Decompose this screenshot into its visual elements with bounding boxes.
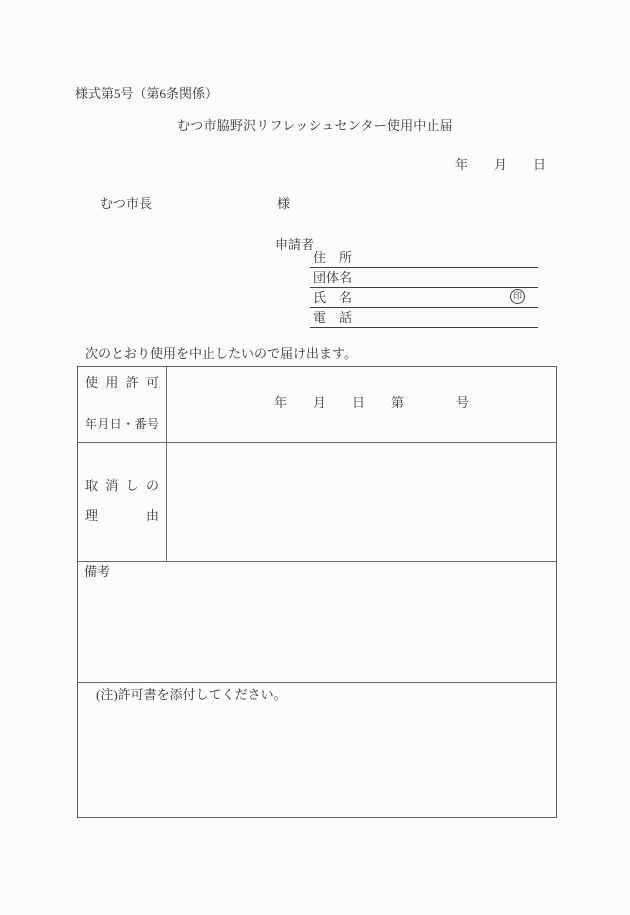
table-column-divider — [166, 367, 167, 561]
form-number: 様式第5号（第6条関係） — [75, 86, 219, 101]
permit-header-line2: 年月日・番号 — [85, 417, 159, 431]
reason-header-line1: 取消しの — [85, 478, 159, 493]
table-row-divider — [78, 561, 556, 562]
organization-field-label: 団体名 — [313, 270, 353, 286]
address-field-label: 住 所 — [313, 250, 353, 266]
reason-header-line2: 理由 — [85, 508, 159, 523]
attachment-note: (注)許可書を添付してください。 — [96, 687, 287, 702]
organization-field — [310, 268, 538, 288]
table-row-divider — [78, 442, 556, 443]
table-row-divider — [78, 682, 556, 683]
name-field — [310, 288, 538, 308]
applicant-fields — [310, 248, 538, 328]
details-table — [77, 366, 557, 818]
page-title: むつ市脇野沢リフレッシュセンター使用中止届 — [177, 118, 453, 133]
seal-mark-icon: 印 — [510, 289, 525, 304]
date-field: 年 月 日 — [455, 157, 547, 172]
instruction-text: 次のとおり使用を中止したいので届け出ます。 — [85, 346, 357, 361]
permit-date-number-field: 年 月 日 第 号 — [274, 395, 470, 410]
addressee-honorific: 様 — [277, 196, 291, 211]
applicant-label: 申請者 — [275, 237, 315, 252]
name-field-label: 氏 名 — [313, 290, 353, 306]
address-field — [310, 248, 538, 268]
phone-field-label: 電 話 — [313, 310, 353, 326]
permit-header-line1: 使用許可 — [85, 375, 159, 390]
remarks-label: 備考 — [84, 564, 111, 579]
addressee-name: むつ市長 — [100, 196, 153, 211]
phone-field — [310, 308, 538, 328]
